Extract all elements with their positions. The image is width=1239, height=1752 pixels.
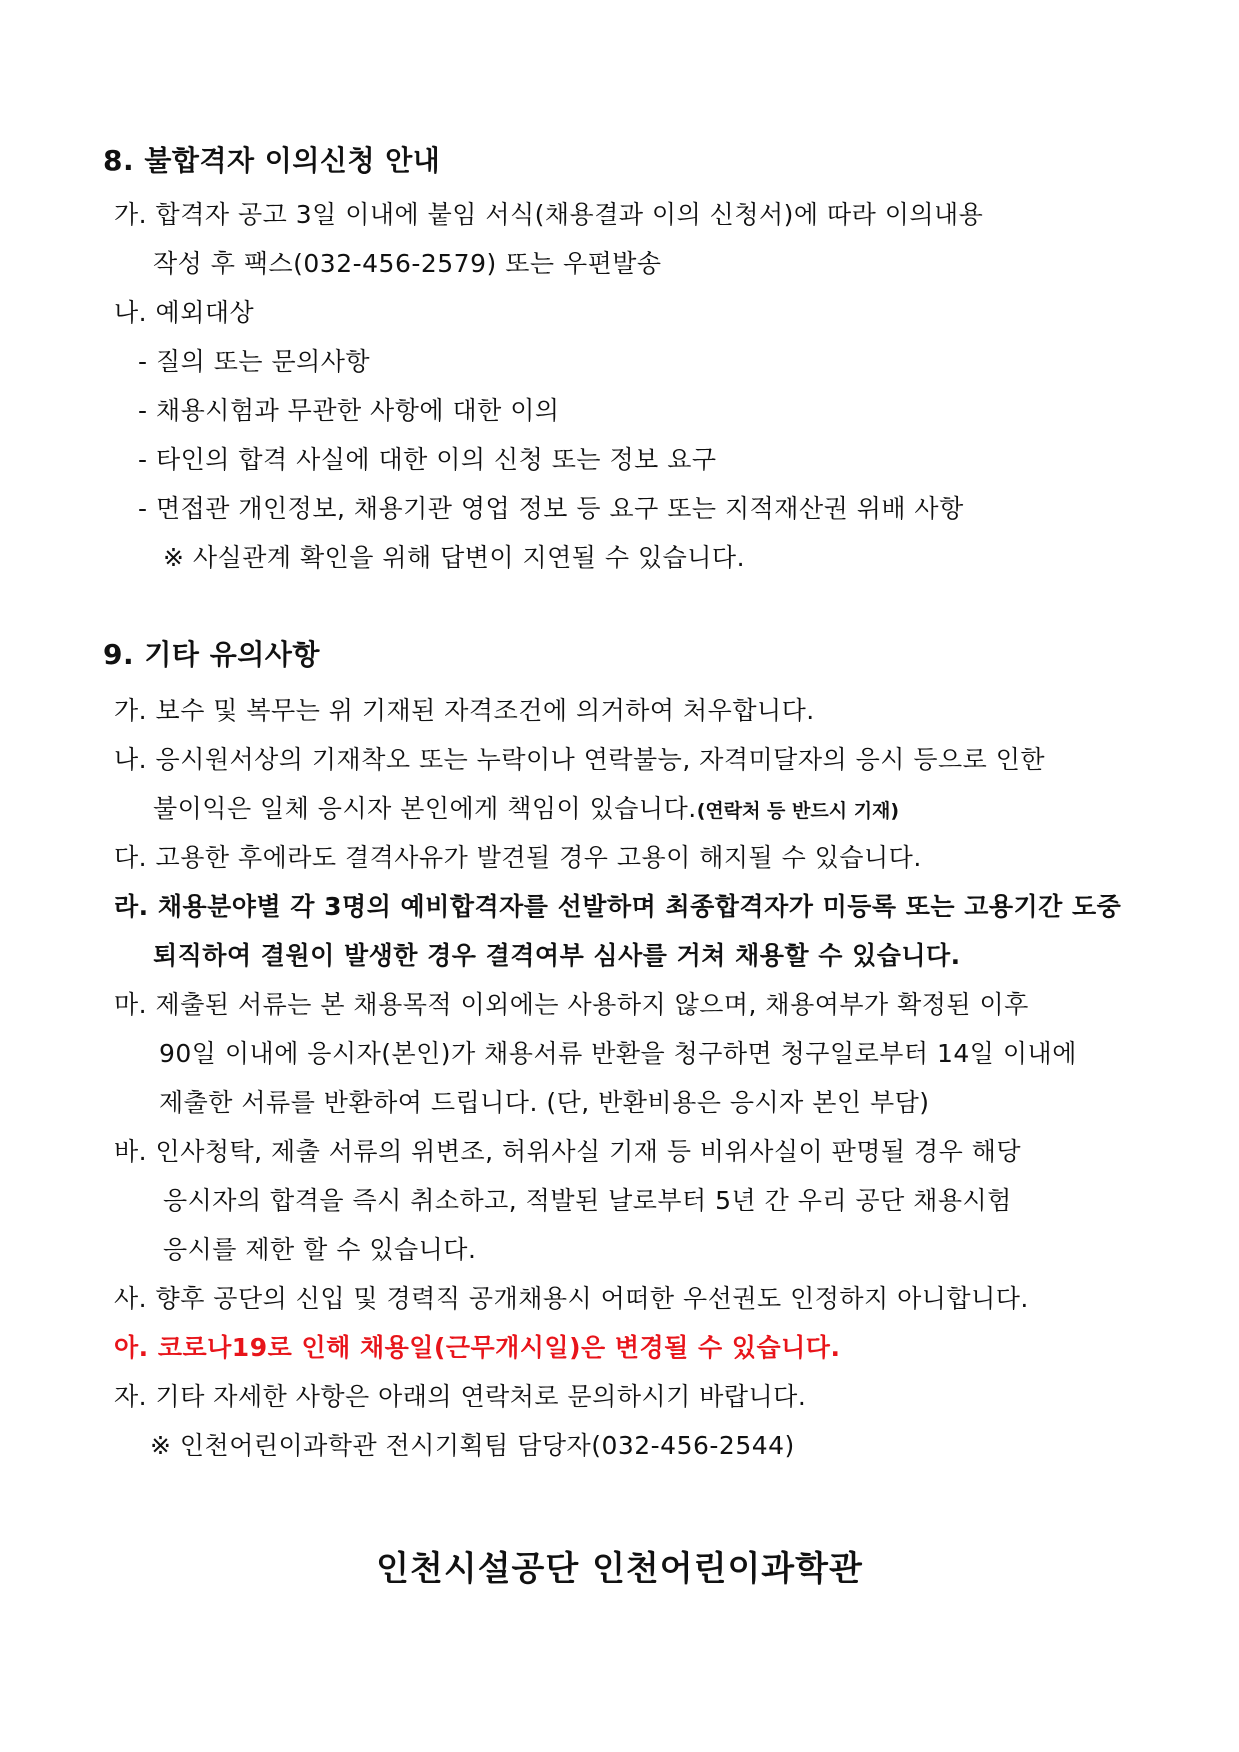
section-9-item-da: 다. 고용한 후에라도 결격사유가 발견될 경우 고용이 해지될 수 있습니다. — [114, 843, 922, 872]
section-8-heading: 8. 불합격자 이의신청 안내 — [103, 144, 441, 177]
section-9-item-ra-line2: 퇴직하여 결원이 발생한 경우 결격여부 심사를 거쳐 채용할 수 있습니다. — [153, 941, 961, 970]
section-9-item-ma-line3: 제출한 서류를 반환하여 드립니다. (단, 반환비용은 응시자 본인 부담) — [159, 1088, 930, 1117]
section-9-item-a-red-notice: 아. 코로나19로 인해 채용일(근무개시일)은 변경될 수 있습니다. — [114, 1333, 841, 1362]
section-9-item-ba-line2: 응시자의 합격을 즉시 취소하고, 적발된 날로부터 5년 간 우리 공단 채용시험 — [163, 1186, 1012, 1215]
section-9-item-sa: 사. 향후 공단의 신입 및 경력직 공개채용시 어떠한 우선권도 인정하지 아니합니다. — [114, 1284, 1029, 1313]
section-9-item-ba-line3: 응시를 제한 할 수 있습니다. — [163, 1235, 477, 1264]
exclusion-item-1: - 질의 또는 문의사항 — [138, 347, 371, 376]
section-9-heading: 9. 기타 유의사항 — [103, 638, 320, 671]
exclusion-item-2: - 채용시험과 무관한 사항에 대한 이의 — [138, 396, 560, 425]
section-9-item-ja: 자. 기타 자세한 사항은 아래의 연락처로 문의하시기 바랍니다. — [114, 1382, 807, 1411]
section-9-item-na-text: 불이익은 일체 응시자 본인에게 책임이 있습니다. — [153, 794, 697, 823]
section-9-item-ma-line1: 마. 제출된 서류는 본 채용목적 이외에는 사용하지 않으며, 채용여부가 확정된 이후 — [114, 990, 1029, 1019]
section-9-item-na-line2 — [153, 792, 899, 828]
section-9-item-na-bold-note: (연락처 등 반드시 기재) — [696, 800, 900, 822]
section-9-item-ma-line2: 90일 이내에 응시자(본인)가 채용서류 반환을 청구하면 청구일로부터 14일 이내에 — [159, 1039, 1077, 1068]
section-9-item-ga: 가. 보수 및 복무는 위 기재된 자격조건에 의거하여 처우합니다. — [114, 696, 815, 725]
section-9-item-na-line1: 나. 응시원서상의 기재착오 또는 누락이나 연락불능, 자격미달자의 응시 등으로 인한 — [114, 745, 1046, 774]
section-8-note: ※ 사실관계 확인을 위해 답변이 지연될 수 있습니다. — [163, 543, 746, 572]
section-8-item-ga-line1: 가. 합격자 공고 3일 이내에 붙임 서식(채용결과 이의 신청서)에 따라 이의내용 — [114, 200, 984, 229]
exclusion-item-4: - 면접관 개인정보, 채용기관 영업 정보 등 요구 또는 지적재산권 위배 사항 — [138, 494, 964, 523]
exclusion-item-3: - 타인의 합격 사실에 대한 이의 신청 또는 정보 요구 — [138, 445, 717, 474]
footer-organization: 인천시설공단 인천어린이과학관 — [376, 1549, 863, 1589]
section-8-item-ga-line2: 작성 후 팩스(032-456-2579) 또는 우편발송 — [153, 249, 662, 278]
section-9-item-ba-line1: 바. 인사청탁, 제출 서류의 위변조, 허위사실 기재 등 비위사실이 판명될 경우 해당 — [114, 1137, 1022, 1166]
section-9-item-ra-line1: 라. 채용분야별 각 3명의 예비합격자를 선발하며 최종합격자가 미등록 또는 고용기간 도중 — [114, 892, 1122, 921]
section-8-item-na: 나. 예외대상 — [114, 298, 255, 327]
contact-note: ※ 인천어린이과학관 전시기획팀 담당자(032-456-2544) — [150, 1431, 795, 1460]
